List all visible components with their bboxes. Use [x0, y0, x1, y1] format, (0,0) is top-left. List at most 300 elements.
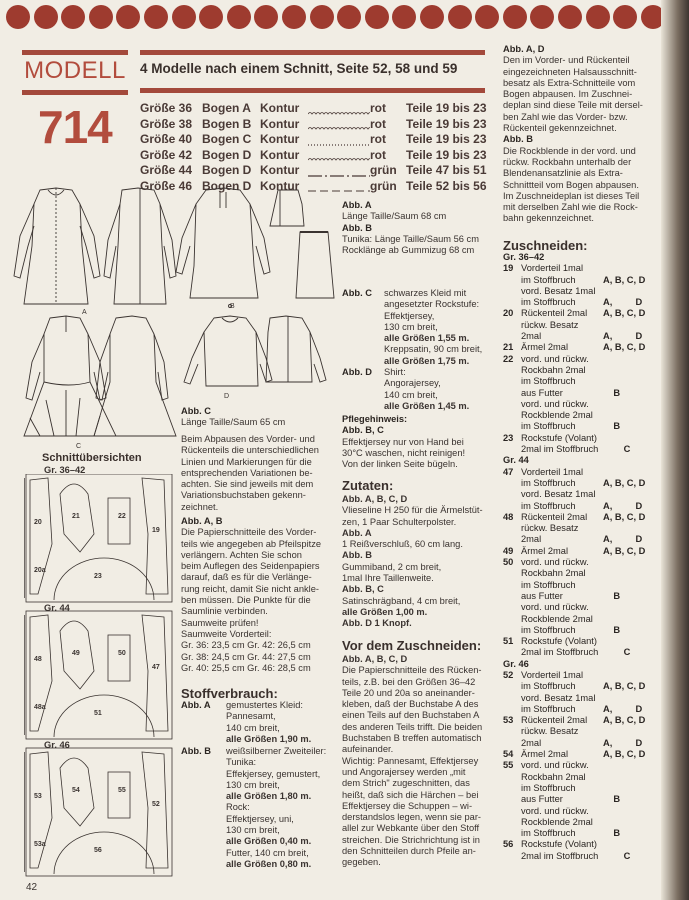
text-line: ben Zahl wie das Vorder- bzw.: [503, 111, 628, 122]
text-line: Wichtig: Pannesamt, Effektjersey: [342, 755, 479, 766]
contour-line-sample: [308, 106, 370, 112]
text-line: Die Papierschnitteile des Rücken-: [342, 665, 482, 676]
zuschneiden-row: [503, 726, 659, 737]
stoff-line: Futter, 140 cm breit,: [226, 847, 309, 858]
text-line: allel zur Webkante über den Stoff: [342, 823, 480, 834]
zuschneiden-row: [503, 455, 659, 466]
contour-color: rot: [370, 132, 386, 146]
size-label: Größe 46: [140, 178, 193, 193]
contour-color: rot: [370, 147, 386, 162]
text-line: Von der linken Seite bügeln.: [342, 459, 458, 470]
text-line: verlängern. Achten Sie schon: [181, 549, 302, 560]
piece-variants: A, D: [603, 297, 643, 308]
text-line: entsprechenden Variationen be-: [181, 467, 313, 478]
text-line: deplan sind diese Teile mit dersel-: [503, 100, 643, 111]
text-line: dem Strich" zugeschnitten, das: [342, 778, 470, 789]
border-dot: [61, 5, 85, 29]
stoff-line: alle Größen 1,80 m.: [226, 791, 312, 802]
zuschneiden-row: [503, 534, 659, 545]
piece-number: 49: [503, 545, 514, 556]
piece-description: im Stoffbruch: [521, 500, 576, 511]
piece-description: im Stoffbruch: [521, 579, 576, 590]
zuschneiden-title: Zuschneiden:: [503, 238, 588, 253]
stoff-b-head: [181, 746, 211, 757]
piece-description: Vorderteil 1mal: [521, 263, 584, 274]
piece-description: Rockbahn 2mal: [521, 771, 586, 782]
abb-b-tunika: Tunika: Länge Taille/Saum 56 cm: [342, 233, 479, 244]
stoff-line: 140 cm breit,: [384, 389, 438, 400]
back-piece-shape: [30, 615, 52, 731]
stoff-line: 130 cm breit,: [384, 321, 438, 332]
piece-variants: A, B, C, D: [603, 308, 646, 319]
piece-label: 22: [118, 513, 126, 520]
zutaten-line: Abb. B, C: [342, 584, 384, 595]
stoff-line: alle Größen 0,80 m.: [226, 858, 312, 869]
piece-variants: C: [603, 444, 631, 455]
zuschneiden-row: [503, 342, 659, 353]
abb-ab-lengths: [342, 200, 479, 256]
piece-variants: A, B, C, D: [603, 274, 646, 285]
stoff-line: Rock:: [226, 802, 250, 813]
piece-description: Vorderteil 1mal: [521, 466, 584, 477]
back-piece-shape: [30, 752, 52, 868]
headline-bar-bottom: [140, 88, 485, 93]
zutaten-line: Abb. B: [342, 550, 372, 561]
piece-description: Rockstufe (Volant): [521, 636, 597, 647]
pages-label: Teile 52 bis 56: [406, 178, 487, 193]
text-line: ben müssen. Die Punkte für die: [181, 595, 311, 606]
piece-number: 22: [503, 353, 514, 364]
abb-a-heading: Abb. A: [342, 200, 372, 210]
modell-bar-bottom: [22, 90, 128, 95]
vor-zuschneiden-title: Vor dem Zuschneiden:: [342, 638, 482, 653]
text-line: rückw. Rockbahn unterhalb der: [503, 156, 632, 167]
stoff-line: Tunika:: [226, 757, 257, 768]
bogen-label: Bogen D: [202, 147, 252, 162]
piece-label: 52: [152, 801, 160, 808]
border-dot: [586, 5, 610, 29]
zuschneiden-row: [503, 772, 659, 783]
piece-description: im Stoffbruch: [521, 624, 576, 635]
text-line: darauf, daß es für die Verlänge-: [181, 572, 312, 583]
zuschneiden-row: [503, 693, 659, 704]
piece-description: im Stoffbruch: [521, 477, 576, 488]
zuschneiden-row: [503, 783, 659, 794]
border-dot: [144, 5, 168, 29]
piece-label: 55: [118, 787, 126, 794]
text-line: teils, z.B. bei den Größen 36–42: [342, 676, 476, 687]
zutaten-title: Zutaten:: [342, 478, 394, 493]
stoff-line: Pannesamt,: [226, 711, 276, 722]
stoff-c-heading: Abb. C: [342, 288, 372, 298]
abb-ad-heading: Abb. A, D: [503, 44, 545, 54]
text-line: Teile 20 und 20a so aneinander-: [342, 687, 475, 698]
text-line: beim Auflegen des Seidenpapiers: [181, 561, 320, 572]
stoff-c-head: [342, 288, 372, 299]
piece-variants: C: [603, 647, 631, 658]
zutaten-line: alle Größen 1,00 m.: [342, 606, 428, 617]
text-line: Variationsbuchstaben gekenn-: [181, 490, 306, 501]
text-line: aufeinander.: [342, 744, 394, 755]
text-line: Linien und Markierungen für die: [181, 456, 312, 467]
bogen-label: Bogen C: [202, 132, 252, 146]
piece-description: Rückenteil 2mal: [521, 511, 588, 522]
piece-description: 2mal: [521, 331, 542, 342]
stoff-line: Effektjersey,: [384, 310, 435, 321]
zuschneiden-row: [503, 659, 659, 670]
text-line: Blendenansatzlinie als Extra-: [503, 168, 623, 179]
zuschneiden-row: [503, 839, 659, 850]
text-line: kleben, daß der Buchstabe A des: [342, 699, 479, 710]
piece-description: im Stoffbruch: [521, 782, 576, 793]
size-label: Größe 38: [140, 116, 193, 131]
piece-description: Rockbahn 2mal: [521, 568, 586, 579]
zuschneiden-row: [503, 715, 659, 726]
cutting-layout-diagrams: [24, 474, 180, 886]
skirt-piece-shape: [108, 772, 130, 818]
contour-color: grün: [370, 178, 397, 193]
piece-description: im Stoffbruch: [521, 297, 576, 308]
kontur-label: Kontur: [260, 101, 300, 115]
stoff-line: gemustertes Kleid:: [226, 700, 303, 710]
border-dot: [227, 5, 251, 29]
piece-description: vord. und rückw.: [521, 557, 589, 568]
abb-b-note-heading: Abb. B: [503, 134, 533, 145]
piece-number: 51: [503, 636, 514, 647]
size-label: Größe 40: [140, 132, 193, 146]
back-piece-shape: [30, 478, 52, 594]
border-dot: [530, 5, 554, 29]
zutaten-line: zen, 1 Paar Schulterpolster.: [342, 516, 457, 527]
piece-description: rückw. Besatz: [521, 726, 579, 737]
stoff-d-heading: Abb. D: [342, 367, 372, 377]
piece-label: 20a: [34, 567, 46, 574]
cutting-layout-group: [24, 748, 172, 876]
kontur-label: Kontur: [260, 132, 300, 146]
zuschneiden-row: [503, 308, 659, 319]
pages-label: Teile 19 bis 23: [406, 147, 487, 162]
contour-line-sample: [308, 168, 370, 174]
piece-description: Rockstufe (Volant): [521, 432, 597, 443]
piece-description: Rockbahn 2mal: [521, 364, 586, 375]
piece-variants: A, B, C, D: [603, 511, 646, 522]
zutaten-line: 1mal Ihre Taillenweite.: [342, 573, 434, 584]
text-line: besatz als Extra-Schnitteile vom: [503, 77, 636, 88]
size-row: [140, 101, 487, 117]
stoff-line: alle Größen 1,45 m.: [384, 400, 470, 411]
zutaten-line: Vlieseline H 250 für die Ärmelstüt-: [342, 505, 483, 516]
headline-bar-top: [140, 50, 485, 55]
piece-variants: A, B, C, D: [603, 681, 646, 692]
abb-ab-block: [181, 516, 329, 674]
text-line: heißt, daß sich die Härchen – bei: [342, 789, 479, 800]
size-label: Größe 44: [140, 163, 193, 177]
piece-variants: B: [603, 590, 621, 601]
piece-description: vord. und rückw.: [521, 602, 589, 613]
text-line: Rückenteils die unterschiedlichen: [181, 445, 319, 456]
stoff-line: Angorajersey,: [384, 378, 441, 389]
zuschneiden-row: [503, 647, 659, 658]
text-line: bahn gekennzeichnet.: [503, 213, 594, 224]
contour-color: rot: [370, 116, 386, 131]
zuschneiden-row: [503, 817, 659, 828]
zuschneiden-row: [503, 681, 659, 692]
zutaten-line: Abb. A, B, C, D: [342, 494, 408, 504]
schnitt-gr-36-42: Gr. 36–42: [44, 465, 86, 475]
skirt-piece-shape: [108, 498, 130, 544]
stoff-line: Shirt:: [384, 367, 406, 377]
piece-variants: B: [603, 421, 621, 432]
piece-description: vord. Besatz 1mal: [521, 489, 596, 500]
piece-description: aus Futter: [521, 590, 563, 601]
piece-description: vord. und rückw.: [521, 805, 589, 816]
stoff-b-lines: [226, 746, 326, 870]
piece-description: vord. und rückw.: [521, 398, 589, 409]
stoff-title: Stoffverbrauch:: [181, 686, 278, 701]
text-line: Saumweite Vorderteil:: [181, 628, 272, 639]
zutaten-line: Abb. A: [342, 527, 372, 538]
border-dot: [310, 5, 334, 29]
text-line: Die Papierschnitteile des Vorder-: [181, 527, 317, 538]
pages-label: Teile 19 bis 23: [406, 101, 487, 115]
piece-number: 19: [503, 263, 514, 274]
schnitt-gr-46: Gr. 46: [44, 740, 70, 750]
text-line: rung reicht, damit Sie nicht ankle-: [181, 583, 319, 594]
piece-variants: A, D: [603, 500, 643, 511]
stoff-b-heading: Abb. B: [181, 746, 211, 756]
piece-label: 50: [118, 650, 126, 657]
piece-variants: B: [603, 387, 621, 398]
text-line: Die Rockblende in der vord. und: [503, 145, 636, 156]
cutting-layout-group: [24, 611, 172, 739]
piece-description: Gr. 46: [503, 658, 529, 669]
figure-label-a: A: [82, 309, 87, 316]
border-dot: [475, 5, 499, 29]
piece-number: 47: [503, 466, 514, 477]
zuschneiden-row: [503, 263, 659, 274]
piece-description: 2mal im Stoffbruch: [521, 444, 599, 455]
piece-description: Vorderteil 1mal: [521, 669, 584, 680]
piece-description: im Stoffbruch: [521, 703, 576, 714]
piece-description: Rückenteil 2mal: [521, 715, 588, 726]
size-table: [140, 101, 487, 194]
size-label: Größe 42: [140, 147, 193, 162]
zuschneiden-row: [503, 512, 659, 523]
text-line: Effektjersey die Schuppen – wi-: [342, 800, 473, 811]
decorative-dot-border: [0, 0, 689, 34]
zuschneiden-row: [503, 523, 659, 534]
size-label: Größe 36: [140, 101, 193, 115]
piece-variants: A, B, C, D: [603, 749, 646, 760]
stoff-d-head: [342, 367, 372, 378]
piece-number: 23: [503, 432, 514, 443]
zuschneiden-row: [503, 614, 659, 625]
text-line: und Angorajersey werden „mit: [342, 766, 466, 777]
pflege-heading: Pflegehinweis:: [342, 414, 408, 424]
bogen-label: Bogen D: [202, 163, 252, 177]
zutaten-line: 1 Reißverschluß, 60 cm lang.: [342, 539, 463, 550]
border-dot: [116, 5, 140, 29]
text-line: mit derselben Zahl wie die Rock-: [503, 202, 638, 213]
zuschneiden-row: [503, 636, 659, 647]
piece-variants: B: [603, 624, 621, 635]
zuschneiden-row: [503, 388, 659, 399]
text-line: Beim Abpausen des Vorder- und: [181, 434, 315, 444]
zuschneiden-row: [503, 828, 659, 839]
piece-label: 53: [34, 793, 42, 800]
pages-label: Teile 19 bis 23: [406, 116, 487, 131]
piece-label: 54: [72, 787, 80, 794]
piece-variants: B: [603, 828, 621, 839]
zutaten-line: Gummiband, 2 cm breit,: [342, 561, 442, 572]
border-dot: [365, 5, 389, 29]
text-line: Gr. 38: 24,5 cm Gr. 44: 27,5 cm: [181, 651, 311, 662]
stoff-line: weißsilberner Zweiteiler:: [226, 746, 327, 756]
abb-c-paragraph: [181, 434, 329, 513]
zuschneiden-row: [503, 376, 659, 387]
zuschneiden-row: [503, 670, 659, 681]
pages-label: Teile 47 bis 51: [406, 163, 487, 177]
stoff-a-lines: [226, 700, 311, 745]
piece-description: Rockstufe (Volant): [521, 839, 597, 850]
contour-color: grün: [370, 163, 397, 177]
piece-variants: A, B, C, D: [603, 715, 646, 726]
piece-number: 56: [503, 839, 514, 850]
border-dot: [558, 5, 582, 29]
text-line: Saumweite prüfen!: [181, 617, 259, 628]
size-row: [140, 132, 487, 148]
text-line: Bogen abpausen. Im Zuschnei-: [503, 89, 633, 100]
text-line: Effektjersey nur von Hand bei: [342, 436, 464, 447]
piece-number: 20: [503, 308, 514, 319]
piece-number: 52: [503, 669, 514, 680]
text-line: 30°C waschen, nicht reinigen!: [342, 447, 466, 458]
piece-variants: A, D: [603, 737, 643, 748]
text-line: Buchstaben B treffen automatisch: [342, 733, 482, 744]
piece-description: rückw. Besatz: [521, 523, 579, 534]
piece-description: 2mal: [521, 534, 542, 545]
stoff-line: angesetzter Rockstufe:: [384, 299, 480, 310]
piece-description: Ärmel 2mal: [521, 342, 569, 353]
piece-description: Gr. 36–42: [503, 252, 545, 262]
model-number: 714: [38, 101, 112, 153]
contour-line-sample: [308, 152, 370, 158]
stoff-a-heading: Abb. A: [181, 700, 211, 710]
zutaten-line: Satinschrägband, 4 cm breit,: [342, 595, 461, 606]
text-line: Rückenteil gekennzeichnet.: [503, 123, 617, 134]
page-number: 42: [26, 882, 38, 893]
text-line: Gr. 40: 25,5 cm Gr. 46: 28,5 cm: [181, 662, 311, 673]
modell-bar-top: [22, 50, 128, 55]
volant-shape: [54, 832, 154, 874]
piece-label: 49: [72, 650, 80, 657]
border-dot: [172, 5, 196, 29]
text-line: Saumlinie verbinden.: [181, 606, 268, 617]
stoff-line: alle Größen 1,55 m.: [384, 333, 470, 344]
abb-c-length: Länge Taille/Saum 65 cm: [181, 417, 286, 428]
figure-label-b: B: [230, 303, 235, 310]
piece-description: rückw. Besatz: [521, 319, 579, 330]
zutaten-lines: [342, 494, 490, 630]
piece-description: Ärmel 2mal: [521, 749, 569, 760]
piece-description: 2mal: [521, 737, 542, 748]
border-dot: [420, 5, 444, 29]
piece-description: im Stoffbruch: [521, 421, 576, 432]
text-line: achten. Sie sind jeweils mit dem: [181, 479, 314, 490]
piece-description: im Stoffbruch: [521, 828, 576, 839]
bogen-label: Bogen B: [202, 116, 252, 131]
piece-variants: A, D: [603, 331, 643, 342]
piece-variants: A, D: [603, 703, 643, 714]
stoff-a-head: [181, 700, 211, 711]
piece-label: 21: [72, 513, 80, 520]
piece-variants: A, D: [603, 534, 643, 545]
piece-description: Rockblende 2mal: [521, 816, 593, 827]
piece-number: 21: [503, 342, 514, 353]
zuschneiden-row: [503, 297, 659, 308]
text-line: Im Zuschneideplan ist dieses Teil: [503, 190, 640, 201]
pflege-block: [342, 414, 490, 470]
piece-number: 53: [503, 715, 514, 726]
border-dot: [613, 5, 637, 29]
kontur-label: Kontur: [260, 178, 300, 193]
piece-description: vord. Besatz 1mal: [521, 285, 596, 296]
piece-variants: A, B, C, D: [603, 477, 646, 488]
piece-variants: A, B, C, D: [603, 342, 646, 353]
zuschneiden-row: [503, 602, 659, 613]
abb-ab-heading: Abb. A, B: [181, 516, 223, 526]
zuschneiden-row: [503, 806, 659, 817]
stoff-line: alle Größen 1,75 m.: [384, 355, 470, 366]
stoff-line: 140 cm breit,: [226, 722, 280, 733]
kontur-label: Kontur: [260, 116, 300, 131]
piece-variants: B: [603, 794, 621, 805]
zuschneiden-row: [503, 704, 659, 715]
zuschneiden-row: [503, 421, 659, 432]
kontur-label: Kontur: [260, 163, 300, 177]
volant-shape: [54, 558, 154, 600]
zuschneiden-row: [503, 399, 659, 410]
zuschneiden-row: [503, 851, 659, 862]
size-row: [140, 147, 487, 164]
abb-b-rock: Rocklänge ab Gummizug 68 cm: [342, 245, 475, 256]
zuschneiden-row: [503, 354, 659, 365]
stoff-line: Effekjersey, gemustert,: [226, 768, 321, 779]
piece-label: 48a: [34, 704, 46, 711]
border-dot: [199, 5, 223, 29]
piece-label: 23: [94, 573, 102, 580]
zutaten-line: Abb. D 1 Knopf.: [342, 618, 412, 629]
zuschneiden-row: [503, 275, 659, 286]
stoff-line: 130 cm breit,: [226, 825, 280, 836]
stoff-line: Effektjersey, uni,: [226, 813, 294, 824]
cutting-layout-group: [24, 474, 172, 602]
pages-label: Teile 19 bis 23: [406, 132, 487, 146]
piece-variants: C: [603, 850, 631, 861]
bogen-label: Bogen A: [202, 101, 251, 115]
text-line: des anderen Teils trifft. Die beiden: [342, 721, 483, 732]
abb-a-length: Länge Taille/Saum 68 cm: [342, 211, 447, 222]
text-line: eingezeichneten Halsausschnitt-: [503, 66, 637, 77]
piece-description: vord. und rückw.: [521, 353, 589, 364]
zuschneiden-row: [503, 331, 659, 342]
zuschneiden-row: [503, 625, 659, 636]
kontur-label: Kontur: [260, 147, 300, 162]
border-dot: [282, 5, 306, 29]
text-line: einen Teils auf den Buchstaben A: [342, 710, 480, 721]
piece-variants: A, B, C, D: [603, 545, 646, 556]
text-line: Den im Vorder- und Rückenteil: [503, 55, 630, 66]
